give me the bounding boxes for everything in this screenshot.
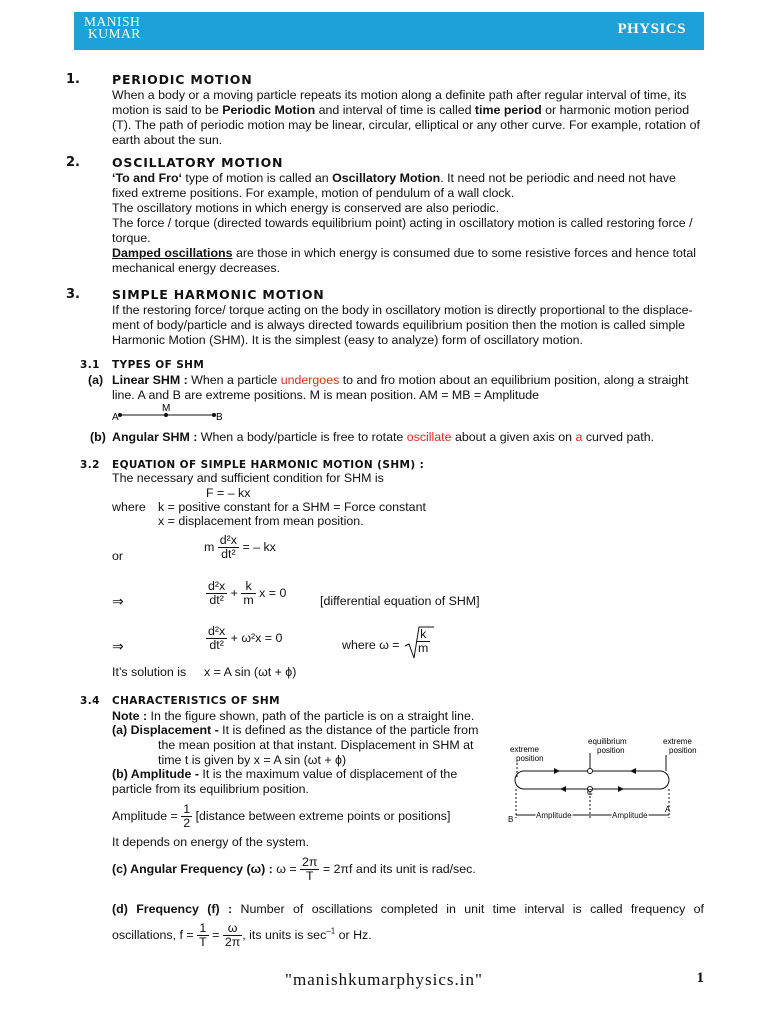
subsection-3-1-number: 3.1 [80,359,100,371]
denominator: dt² [221,547,236,561]
term-oscillatory-motion: Oscillatory Motion [332,171,441,185]
term-displacement: (a) Displacement - [112,723,219,737]
text-run: Number of oscillations completed in unit time interval is called frequency of [232,902,704,916]
half-fraction [181,803,192,830]
text-run: time t is given by x = A sin (ωt + ϕ) [158,753,347,767]
rhs: x = 0 [259,585,287,600]
text-run: When a body/particle is free to rotate [197,430,407,444]
term-angular-frequency: (c) Angular Frequency (ω) : [112,861,273,876]
k-over-m-fraction [241,580,255,607]
item-b-label: (b) [90,430,106,444]
equals-sign: = [212,927,220,942]
extreme-right-label-1: extreme [663,737,692,746]
term-periodic-motion: Periodic Motion [222,103,316,117]
differential-note: [differential equation of SHM] [320,594,480,608]
term-amplitude: (b) Amplitude - [112,767,199,781]
term-linear-shm: Linear SHM : [112,373,188,387]
section-3-number: 3. [66,287,80,302]
term-frequency: (d) Frequency (f) : [112,902,233,916]
section-1-title: PERIODIC MOTION [112,72,253,87]
arrow-bottom-right [618,786,624,792]
subject-title: PHYSICS [617,21,686,37]
section-3-text: If the restoring force/ torque acting on the body in oscillatory motion is directly proportional to the displace-ment of body/particle and is always directed towards equilibrium position then the motion is called simple Harmonic Motion (SHM). It is the simplest (easy to analyze) form of oscillatory motion. [112,303,693,347]
mass-symbol: m [204,539,215,554]
where-omega-label: where ω = [342,638,400,652]
solution-equation: x = A sin (ωt + ϕ) [204,665,297,679]
numerator: d²x [219,533,237,547]
text-run: oscillations, f = [112,927,194,942]
amplitude-note: [distance between extreme points or positions] [195,808,451,823]
denominator: T [199,935,207,949]
plus-sign: + [230,585,238,600]
equation-newton [204,534,276,561]
second-derivative-fraction [206,580,227,607]
section-1-text [112,88,704,148]
label-m: M [162,403,171,414]
label-b: B [508,815,514,824]
numerator: ω [223,922,242,936]
section-2-text [112,171,704,276]
text-run: or harmonic motion period (T). The path of periodic motion may be linear, circular, elliptical or any other curve. For example, rotation of earth about the sun. [112,103,700,147]
numerator: d²x [208,579,226,593]
numerator: 1 [183,802,191,816]
text-run: or Hz. [335,927,372,942]
term-to-and-fro: ‘To and Fro‘ [112,171,182,185]
frequency-text-2 [112,922,372,949]
frequency-text-1 [112,902,704,916]
text-run: and interval of time is called [315,103,475,117]
text-run: , its units is sec [242,927,327,942]
k-over-m-root [416,628,430,655]
label-b: B [216,412,223,422]
linear-shm-text [112,373,704,403]
item-a-label: (a) [88,373,104,387]
text-run: to and fro motion about an equilibrium position, along a straight line. A and B are extreme positions. M is mean position. AM = MB = Amplitude [112,373,689,402]
extreme-left-label-1: extreme [510,745,539,754]
note-text [112,709,474,723]
subsection-3-4-number: 3.4 [80,695,100,707]
two-pi-over-t-fraction [300,856,319,883]
text-run: When a particle [187,373,281,387]
amplitude-left-label: Amplitude [536,811,572,820]
equation-omega [206,625,282,652]
extreme-left-label-2: position [516,754,544,763]
section-3-title: SIMPLE HARMONIC MOTION [112,287,325,302]
equilibrium-label-2: position [597,746,625,755]
text-run: the mean position at that instant. Displacement in SHM at [158,738,474,752]
rhs: = – kx [242,539,276,554]
numerator: 2π [302,855,318,869]
amplitude-text [112,767,457,797]
denominator: dt² [209,638,224,652]
highlight-a: a [575,430,583,444]
label-a: A [665,805,671,814]
text-run: . It need not be periodic and need not have fixed extreme positions. For example, motion of pendulum of a wall clock. [112,171,676,200]
highlight-oscillate: oscillate [406,430,452,444]
numerator: k [241,580,255,594]
omega-over-two-pi-fraction [223,922,242,949]
arrow-bottom [560,786,566,792]
displacement-text [112,723,478,768]
section-1-number: 1. [66,72,80,87]
label-a: A [112,412,119,422]
subsection-3-4-title: CHARACTERISTICS OF SHM [112,695,280,707]
text-run: The force / torque (directed towards equilibrium point) acting in oscillatory motion is called restoring force / torque. [112,216,693,245]
amplitude-label: Amplitude = [112,808,178,823]
arrow-top-right [630,768,636,774]
numerator: 1 [197,922,209,936]
angular-frequency-text [112,856,476,883]
superscript: –1 [326,926,336,936]
header-band [74,12,704,50]
or-label: or [112,549,124,563]
text-run: It is defined as the distance of the particle from [218,723,479,737]
oscillation-path [515,771,669,789]
angular-shm-text [112,430,654,444]
rhs: + ω²x = 0 [230,630,283,645]
text-run: When a body or a moving particle repeats its motion along a definite path after regular interval of time, its motion is said to be [112,88,687,117]
subsection-3-2-number: 3.2 [80,459,100,471]
logo-line-1: MANISH [84,14,141,29]
page-number: 1 [696,970,704,986]
second-derivative-fraction [206,625,227,652]
second-derivative-fraction [218,534,239,561]
k-over-m-fraction [416,628,430,655]
equation-differential [206,580,286,607]
denominator: m [418,641,429,655]
extreme-right-label-2: position [669,746,697,755]
denominator: 2π [224,935,241,949]
text-run: about a given axis on [451,430,576,444]
note-label: Note : [112,709,148,723]
subsection-3-1-title: TYPES OF SHM [112,359,205,371]
where-label: where [112,500,146,514]
text-run: It is the maximum value of displacement of the [198,767,458,781]
k-definition: k = positive constant for a SHM = Force constant [158,500,426,514]
x-definition: x = displacement from mean position. [158,514,364,528]
condition-text: The necessary and sufficient condition for SHM is [112,471,384,485]
arrow-top [554,768,560,774]
text-run: In the figure shown, path of the particle is on a straight line. [147,709,475,723]
implies-symbol-1: ⇒ [112,593,124,609]
text-run: particle from its equilibrium position. [112,782,309,796]
denominator: m [243,593,254,607]
denominator: 2 [183,816,191,830]
footer-site: "manishkumarphysics.in" [285,970,483,989]
energy-text: It depends on energy of the system. [112,835,309,849]
denominator: T [305,869,314,883]
linear-shm-figure [110,402,230,422]
equation-f-kx: F = – kx [206,486,251,500]
brand-logo [84,16,141,40]
text-run: ω = [272,861,297,876]
section-2-number: 2. [66,155,80,170]
text-run: The oscillatory motions in which energy is conserved are also periodic. [112,201,500,215]
text-run: curved path. [582,430,655,444]
shm-path-figure [500,733,710,825]
amplitude-right-label: Amplitude [612,811,648,820]
term-angular-shm: Angular SHM : [112,430,198,444]
label-c: C [587,788,593,797]
text-run: = 2πf and its unit is rad/sec. [319,861,476,876]
amplitude-equation [112,803,450,830]
equilibrium-label-1: equilibrium [588,737,627,746]
logo-line-2: KUMAR [88,26,141,41]
text-run: are those in which energy is consumed due to some resistive forces and hence total mechanical energy decreases. [112,246,697,275]
solution-label: It’s solution is [112,665,187,679]
section-2-title: OSCILLATORY MOTION [112,155,284,170]
term-time-period: time period [474,103,542,117]
equilibrium-point-top [588,769,593,774]
numerator: d²x [208,624,226,638]
one-over-t-fraction [197,922,209,949]
highlight-undergoes: undergoes [280,373,340,387]
denominator: dt² [209,593,224,607]
subsection-3-2-title: EQUATION OF SIMPLE HARMONIC MOTION (SHM) : [112,459,425,471]
numerator: k [416,628,430,642]
term-damped-oscillations: Damped oscillations [112,246,233,260]
implies-symbol-2: ⇒ [112,638,124,654]
text-run: type of motion is called an [181,171,333,185]
